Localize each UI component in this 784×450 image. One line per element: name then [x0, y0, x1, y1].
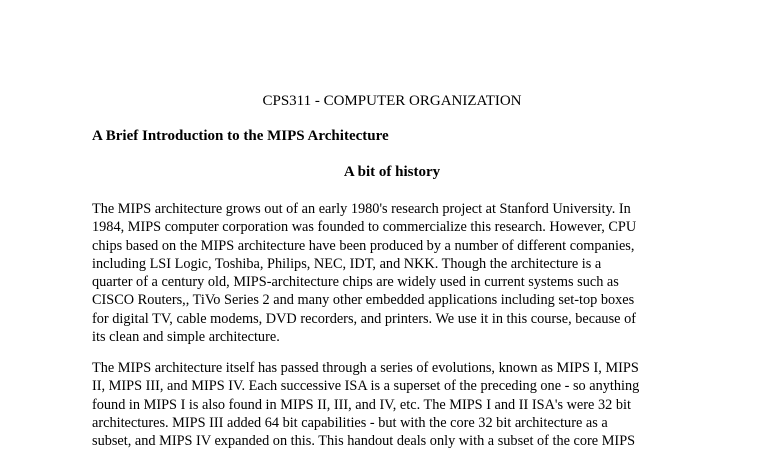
paragraph-line: found in MIPS I is also found in MIPS II, III, and IV, etc. The MIPS I and II ISA's were 32 bit [92, 396, 631, 413]
paragraph-line: quarter of a century old, MIPS-architecture chips are widely used in current systems such as [92, 274, 619, 291]
course-title: CPS311 - COMPUTER ORGANIZATION [262, 93, 522, 109]
paragraph-line: its clean and simple architecture. [92, 329, 280, 346]
paragraph-line: 1984, MIPS computer corporation was founded to commercialize this research. However, CPU [92, 219, 637, 236]
paragraph-history [92, 200, 692, 346]
paragraph-line: including LSI Logic, Toshiba, Philips, NEC, IDT, and NKK. Though the architecture is a [92, 255, 602, 272]
paragraph-line: The MIPS architecture grows out of an early 1980's research project at Stanford University. In [92, 201, 631, 217]
paragraph-line: subset, and MIPS IV expanded on this. This handout deals only with a subset of the core MIPS [92, 433, 636, 450]
section-heading: A Brief Introduction to the MIPS Architecture [92, 128, 389, 144]
paragraph-evolution [92, 359, 692, 450]
paragraph-line: The MIPS architecture itself has passed through a series of evolutions, known as MIPS I, MIPS [92, 360, 639, 376]
subheading: A bit of history [343, 164, 441, 180]
paragraph-line: for digital TV, cable modems, DVD recorders, and printers. We use it in this course, because of [92, 310, 636, 327]
paragraph-line: chips based on the MIPS architecture have been produced by a number of different companies, [92, 237, 635, 254]
paragraph-line: II, MIPS III, and MIPS IV. Each successive ISA is a superset of the preceding one - so anything [92, 378, 640, 395]
paragraph-line: architectures. MIPS III added 64 bit capabilities - but with the core 32 bit architecture as a [92, 414, 608, 431]
paragraph-line: CISCO Routers,, TiVo Series 2 and many other embedded applications including set-top boxes [92, 292, 635, 309]
